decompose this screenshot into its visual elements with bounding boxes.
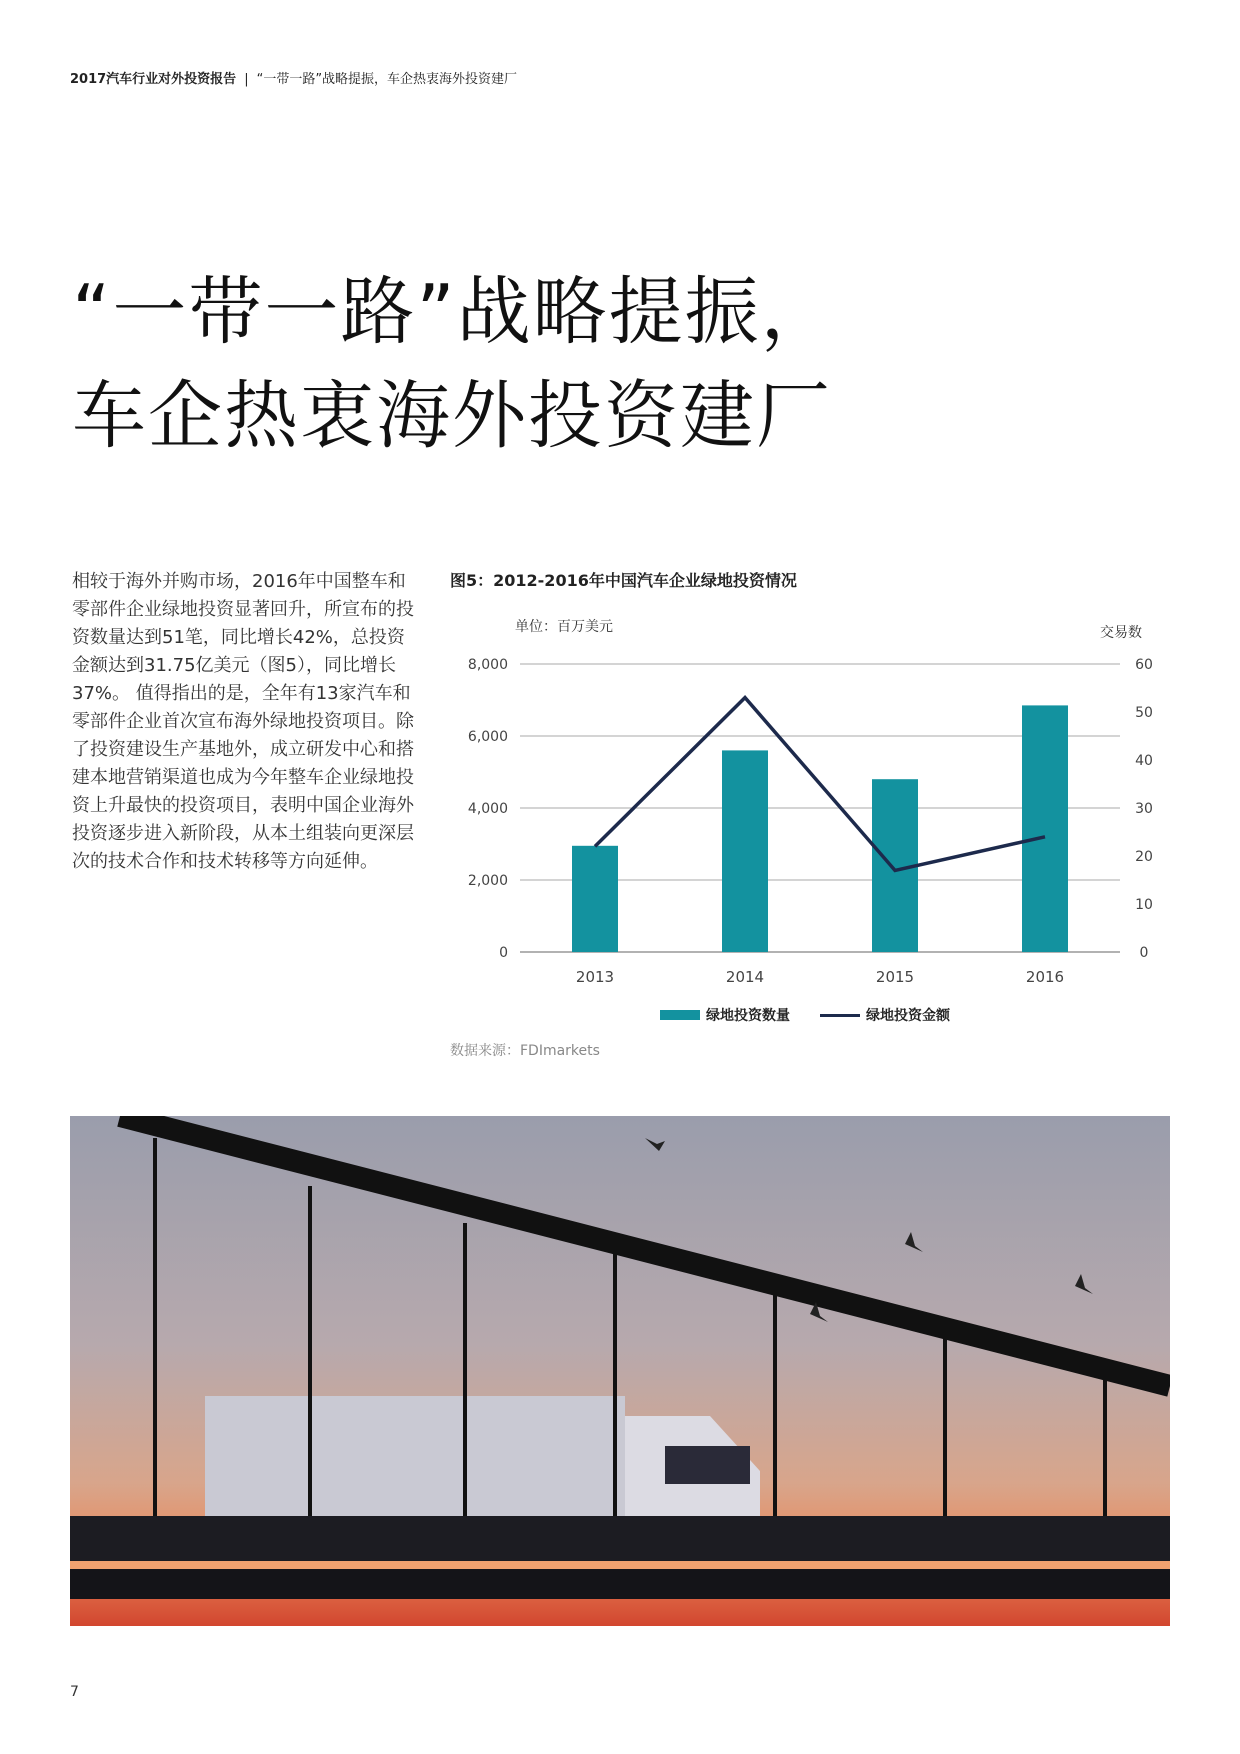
bar-2016	[1022, 705, 1068, 952]
bar-2013	[572, 846, 618, 952]
legend-item-line	[820, 1005, 950, 1025]
data-source: 数据来源：FDImarkets	[450, 1043, 600, 1059]
title-line-2: 车企热衷海外投资建厂	[72, 373, 832, 459]
bridge-railing	[70, 1516, 1170, 1561]
railing-gap	[70, 1561, 1170, 1569]
right-tick-label: 30	[1135, 801, 1153, 817]
chart-legend	[660, 1005, 950, 1025]
legend-item-bars	[660, 1005, 790, 1025]
legend-line-label: 绿地投资金额	[866, 1008, 950, 1024]
left-axis-unit: 单位：百万美元	[515, 619, 613, 635]
bridge-truck-photo	[70, 1116, 1170, 1626]
report-name: 2017汽车行业对外投资报告	[70, 72, 237, 87]
green-investment-chart	[440, 640, 1160, 1000]
title-line-1: “一带一路”战略提振，	[72, 269, 837, 355]
section-name: “一带一路”战略提振，车企热衷海外投资建厂	[256, 72, 518, 87]
investment-amount-line	[595, 698, 1045, 871]
legend-bar-swatch	[660, 1010, 700, 1020]
legend-line-swatch	[820, 1014, 860, 1017]
right-tick-label: 20	[1135, 849, 1153, 865]
photo-illustration	[70, 1116, 1170, 1626]
left-tick-label: 0	[499, 945, 508, 961]
body-paragraph: 相较于海外并购市场，2016年中国整车和零部件企业绿地投资显著回升，所宣布的投资数量达到51笔，同比增长42%，总投资金额达到31.75亿美元（图5），同比增长37%。 值得指出的是，全年有13家汽车和零部件企业首次宣布海外绿地投资项目。除了投资建设生产基地外，成立研发中心和搭建本地营销渠道也成为今年整车企业绿地投资上升最快的投资项目，表明中国企业海外投资逐步进入新阶段，从本土组装向更深层次的技术合作和技术转移等方向延伸。	[72, 571, 414, 872]
bridge-deck	[70, 1569, 1170, 1599]
left-tick-label: 6,000	[467, 729, 508, 745]
x-tick-label: 2016	[1025, 968, 1065, 986]
left-tick-label: 8,000	[467, 657, 508, 673]
x-tick-label: 2015	[875, 968, 915, 986]
right-tick-label: 0	[1139, 945, 1149, 961]
bar-2014	[722, 750, 768, 952]
right-tick-label: 10	[1135, 897, 1153, 913]
left-tick-label: 4,000	[467, 801, 508, 817]
right-tick-label: 40	[1135, 753, 1153, 769]
page-number: 7	[70, 1684, 79, 1700]
right-axis-unit: 交易数	[1100, 625, 1142, 641]
right-tick-label: 50	[1135, 705, 1153, 721]
page-title	[72, 260, 837, 468]
x-tick-label: 2014	[725, 968, 765, 986]
figure-title: 图5：2012-2016年中国汽车企业绿地投资情况	[450, 571, 797, 590]
header-separator: |	[244, 72, 249, 87]
running-header	[70, 68, 517, 87]
right-tick-label: 60	[1135, 657, 1153, 673]
left-tick-label: 2,000	[467, 873, 508, 889]
x-tick-label: 2013	[575, 968, 615, 986]
legend-bar-label: 绿地投资数量	[706, 1008, 790, 1024]
